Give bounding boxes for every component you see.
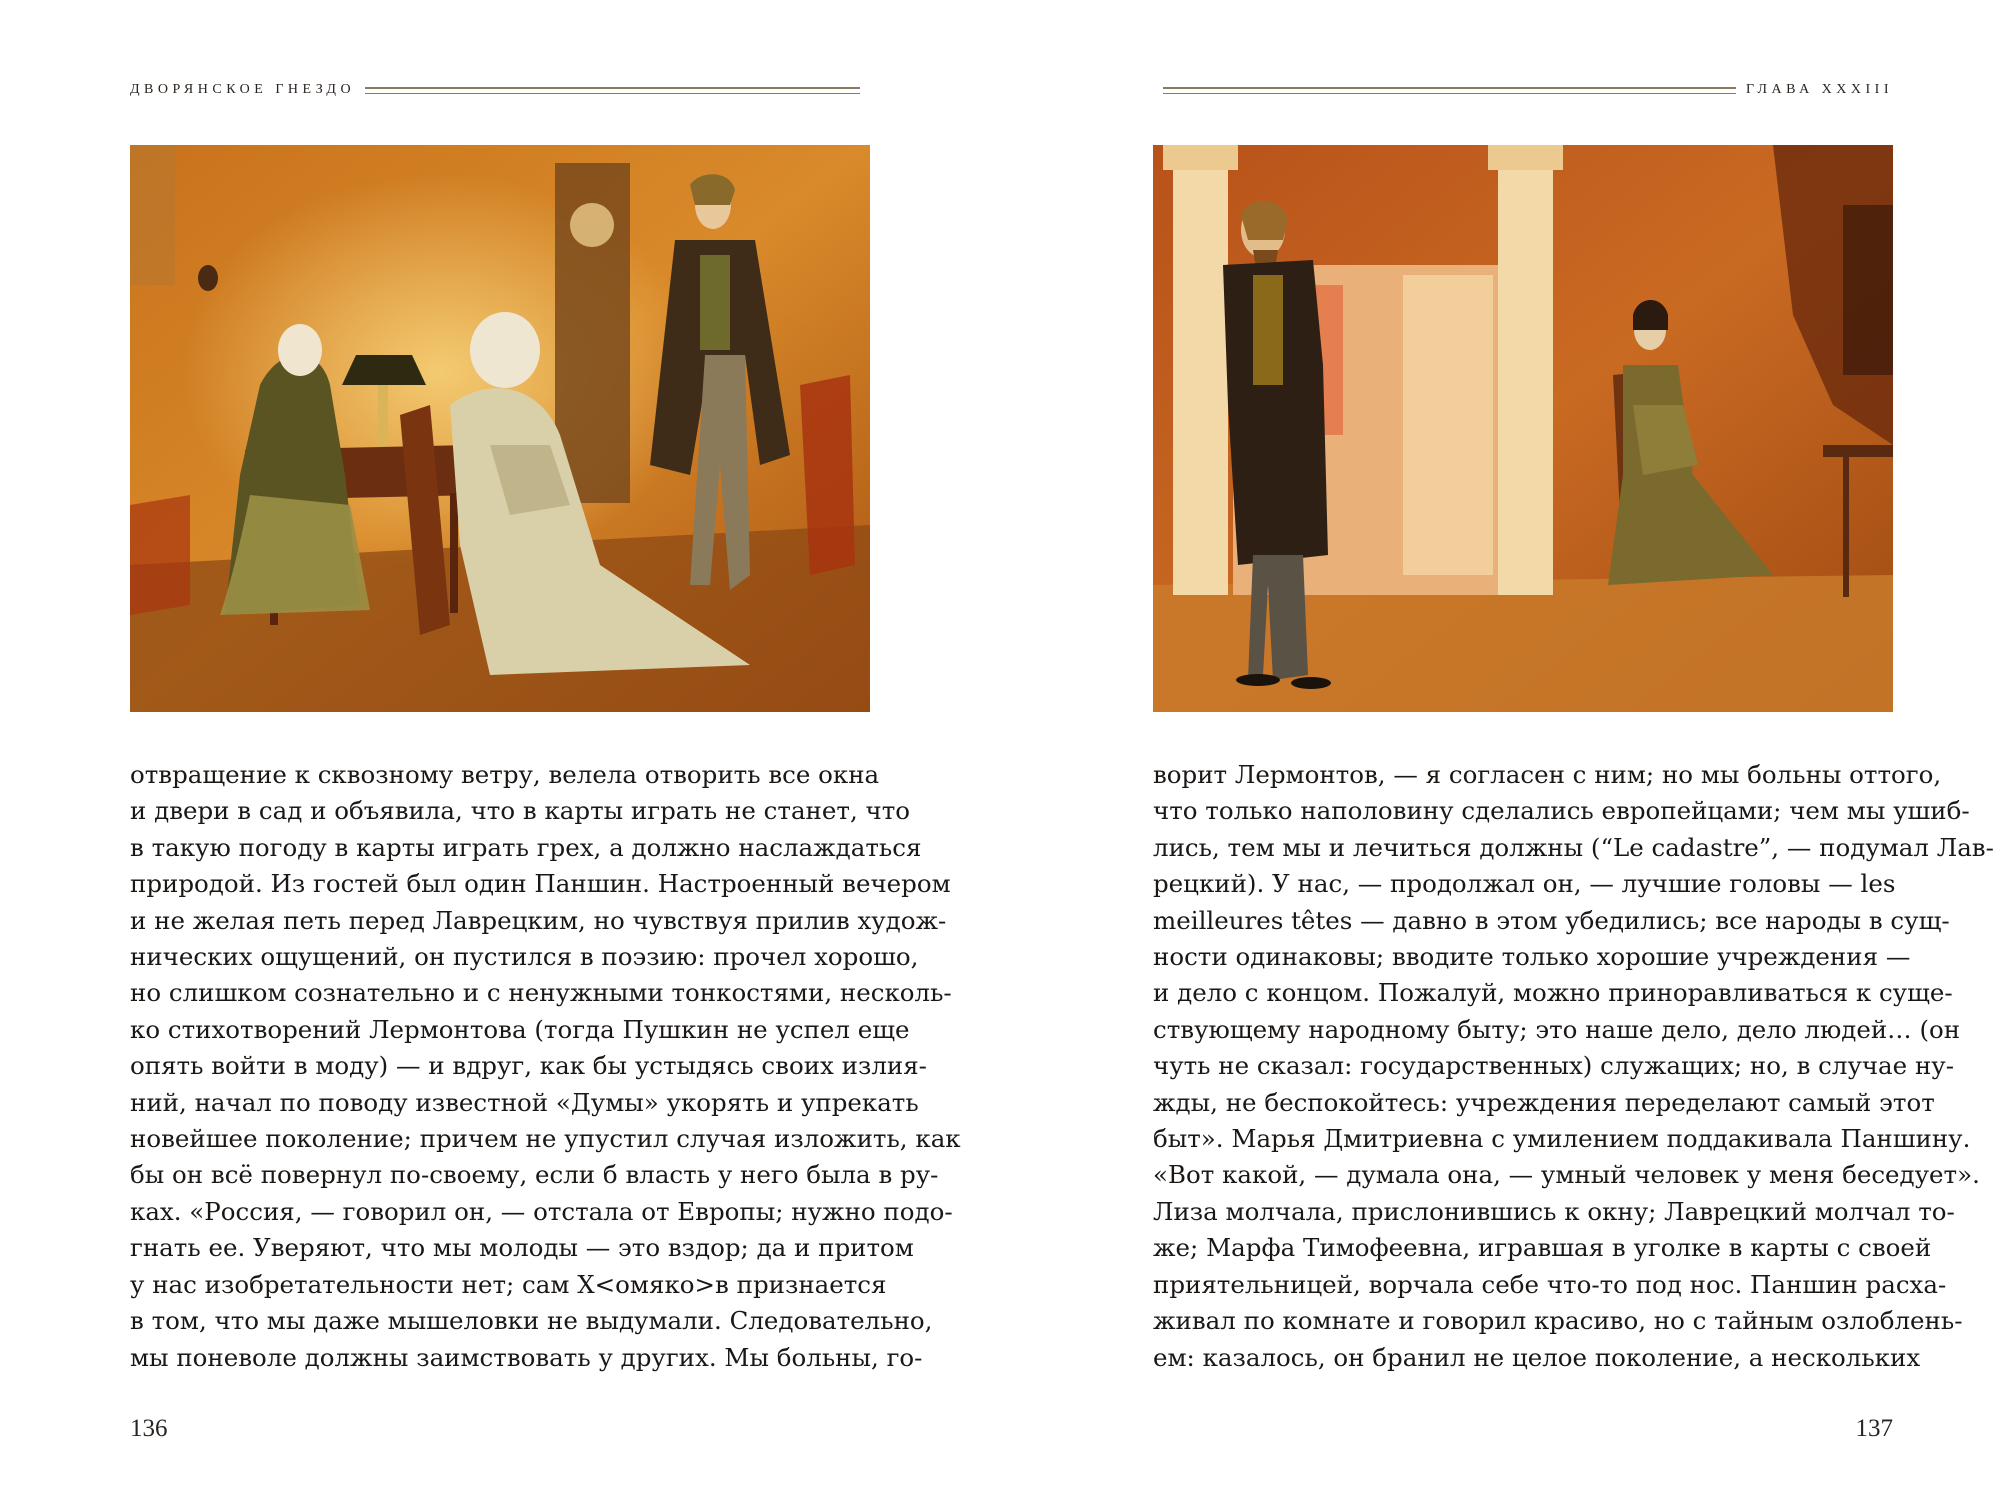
body-text-right [1153, 757, 1994, 1376]
text-line: ворит Лермонтов, — я согласен с ним; но мы больны оттого, [1153, 760, 1942, 789]
text-line: приятельницей, ворчала себе что-то под нос. Паншин расха- [1153, 1269, 1947, 1299]
text-line: быт». Марья Дмитриевна с умилением поддакивала Паншину. [1153, 1124, 1971, 1154]
text-line: лись, тем мы и лечиться должны (“Le cadastre”, — подумал Лав- [1153, 832, 1994, 862]
text-line: опять войти в моду) — и вдруг, как бы устыдясь своих излия- [130, 1051, 927, 1081]
drawing-room-scene-illustration [1153, 145, 1893, 712]
text-line: Лиза молчала, прислонившись к окну; Лаврецкий молчал то- [1153, 1196, 1955, 1226]
book-title: ДВОРЯНСКОЕ ГНЕЗДО [130, 82, 356, 97]
right-page [1000, 0, 2000, 1500]
card-game-scene-illustration [130, 145, 870, 712]
text-line: ем: казалось, он бранил не целое поколение, а нескольких [1153, 1342, 1921, 1372]
text-line: мы поневоле должны заимствовать у других. Мы больны, го- [130, 1342, 923, 1372]
text-line: у нас изобретательности нет; сам Х<омяко>в признается [130, 1269, 887, 1299]
text-line: природой. Из гостей был один Паншин. Настроенный вечером [130, 869, 951, 899]
text-line: в том, что мы даже мышеловки не выдумали. Следовательно, [130, 1306, 933, 1336]
text-line: ко стихотворений Лермонтова (тогда Пушкин не успел еще [130, 1014, 910, 1044]
running-head-right [1153, 82, 1893, 98]
text-line: нических ощущений, он пустился в поэзию: прочел хорошо, [130, 942, 919, 972]
text-line: новейшее поколение; причем не упустил случая изложить, как [130, 1124, 961, 1154]
text-line: ности одинаковы; вводите только хорошие учреждения — [1153, 942, 1911, 972]
body-text-left [130, 757, 961, 1376]
header-rule [365, 87, 860, 94]
text-line: ний, начал по поводу известной «Думы» укорять и упрекать [130, 1087, 919, 1117]
text-line: отвращение к сквозному ветру, велела отворить все окна [130, 760, 880, 789]
text-line: и не желая петь перед Лаврецким, но чувствуя прилив худож- [130, 905, 947, 935]
text-line: гнать ее. Уверяют, что мы молоды — это вздор; да и притом [130, 1233, 914, 1263]
text-line: что только наполовину сделались европейцами; чем мы ушиб- [1153, 796, 1970, 826]
text-line: ствующему народному быту; это наше дело, дело людей… (он [1153, 1014, 1961, 1044]
text-line: рецкий). У нас, — продолжал он, — лучшие головы — les [1153, 869, 1896, 899]
text-line: в такую погоду в карты играть грех, а должно наслаждаться [130, 832, 922, 862]
text-line: «Вот какой, — думала она, — умный человек у меня беседует». [1153, 1160, 1980, 1190]
text-line: и двери в сад и объявила, что в карты играть не станет, что [130, 796, 911, 826]
text-line: и дело с концом. Пожалуй, можно приноравливаться к суще- [1153, 978, 1953, 1008]
text-line: meilleures têtes — давно в этом убедились; все народы в сущ- [1153, 905, 1950, 935]
chapter-title: ГЛАВА XXXIII [1745, 82, 1893, 97]
running-head-left [130, 82, 870, 98]
page-number-left: 136 [130, 1415, 168, 1442]
page-number-right: 137 [1855, 1415, 1893, 1442]
header-rule [1163, 87, 1736, 94]
text-line: чуть не сказал: государственных) служащих; но, в случае ну- [1153, 1051, 1954, 1081]
text-line: живал по комнате и говорил красиво, но с тайным озлоблень- [1153, 1306, 1963, 1336]
text-line: же; Марфа Тимофеевна, игравшая в уголке в карты с своей [1153, 1233, 1932, 1263]
text-line: ках. «Россия, — говорил он, — отстала от Европы; нужно подо- [130, 1196, 953, 1226]
text-line: бы он всё повернул по-своему, если б власть у него была в ру- [130, 1160, 939, 1190]
text-line: но слишком сознательно и с ненужными тонкостями, несколь- [130, 978, 952, 1008]
text-line: жды, не беспокойтесь: учреждения переделают самый этот [1153, 1087, 1935, 1117]
